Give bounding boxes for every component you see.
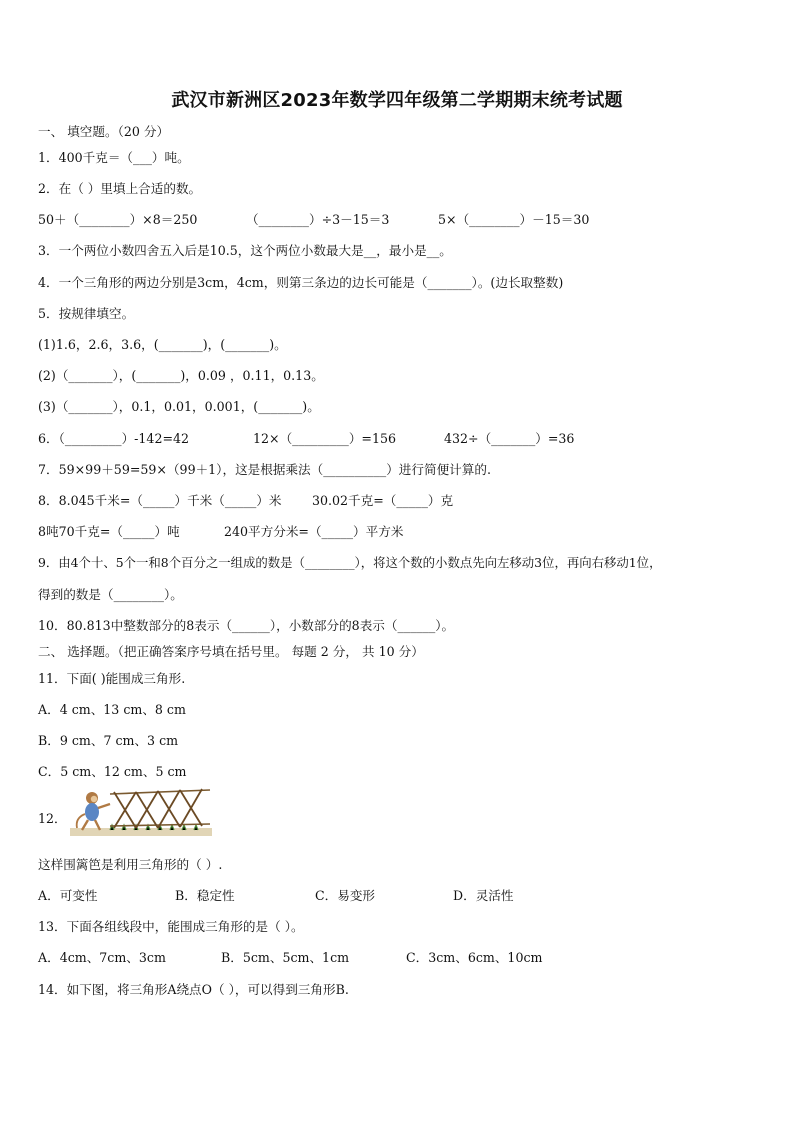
question-6-a: 6．（_________）-142=42 [38,431,190,446]
question-9: 9．由4个十、5个一和8个百分之一组成的数是（________），将这个数的小数点先向左移动3位，再向右移动1位， [38,555,662,570]
question-12: 这样围篱笆是利用三角形的（ ）. [38,857,223,872]
question-12-option-a: A．可变性 [38,888,98,903]
question-2: 2．在（ ）里填上合适的数。 [38,181,202,196]
question-13: 13．下面各组线段中，能围成三角形的是（ ）。 [38,919,304,934]
question-12-option-c: C．易变形 [315,888,376,903]
question-2-equation-a: 50＋（________）×8＝250 [38,212,198,227]
question-11: 11．下面( )能围成三角形. [38,671,186,686]
question-2-equations [38,209,758,227]
question-12-option-b: B．稳定性 [175,888,235,903]
monkey-icon [77,792,110,830]
question-5: 5．按规律填空。 [38,306,135,321]
question-13-option-b: B．5cm、5cm、1cm [221,950,350,965]
question-12-options [38,885,758,903]
question-6 [38,428,758,446]
question-6-b: 12×（_________）=156 [253,431,397,446]
question-12-option-d: D．灵活性 [453,888,514,903]
page-title: 武汉市新洲区2023年数学四年级第二学期期末统考试题 [171,90,623,111]
question-8-row-2 [38,521,758,539]
question-9-continued: 得到的数是（________）。 [38,587,183,602]
question-2-equation-c: 5×（________）－15＝30 [438,212,590,227]
question-10: 10．80.813中整数部分的8表示（______），小数部分的8表示（______）。 [38,618,455,633]
section-heading-fill-in: 一、 填空题。（20 分） [38,124,170,139]
fence-illustration [70,784,212,840]
question-1: 1．400千克＝（___）吨。 [38,150,190,165]
question-7: 7．59×99＋59=59×（99＋1），这是根据乘法（__________）进行简便计算的. [38,462,491,477]
question-8-a: 8．8.045千米=（_____）千米（_____）米 [38,493,282,508]
question-8-b: 30.02千克=（_____）克 [312,493,454,508]
fence-pickets [114,789,202,828]
question-13-option-a: A．4cm、7cm、3cm [38,950,166,965]
question-5-part-2: (2)（_______），(_______)，0.09 ，0.11，0.13。 [38,368,324,383]
question-11-option-b: B．9 cm、7 cm、3 cm [38,733,179,748]
question-8-c: 8吨70千克=（_____）吨 [38,524,180,539]
ground-strip [70,828,212,836]
question-12-number: 12． [38,811,67,826]
question-13-option-c: C．3cm、6cm、10cm [406,950,543,965]
question-5-part-3: (3)（_______），0.1，0.01，0.001，(_______)。 [38,399,320,414]
question-6-c: 432÷（_______）=36 [444,431,575,446]
question-2-equation-b: （________）÷3－15＝3 [246,212,390,227]
question-11-option-a: A．4 cm、13 cm、8 cm [38,702,186,717]
question-13-options [38,947,758,965]
question-4: 4．一个三角形的两边分别是3cm，4cm，则第三条边的边长可能是（_______）。(边长取整数) [38,275,564,290]
question-11-option-c: C．5 cm、12 cm、5 cm [38,764,187,779]
question-14: 14．如下图，将三角形A绕点O（ ），可以得到三角形B. [38,982,349,997]
question-5-part-1: (1)1.6，2.6，3.6，(_______)，(_______)。 [38,337,287,352]
question-3: 3．一个两位小数四舍五入后是10.5，这个两位小数最大是__，最小是__。 [38,243,452,258]
question-8-d: 240平方分米=（_____）平方米 [224,524,404,539]
section-heading-choice: 二、 选择题。（把正确答案序号填在括号里。 每题 2 分， 共 10 分） [38,644,424,659]
question-8-row-1 [38,490,758,508]
